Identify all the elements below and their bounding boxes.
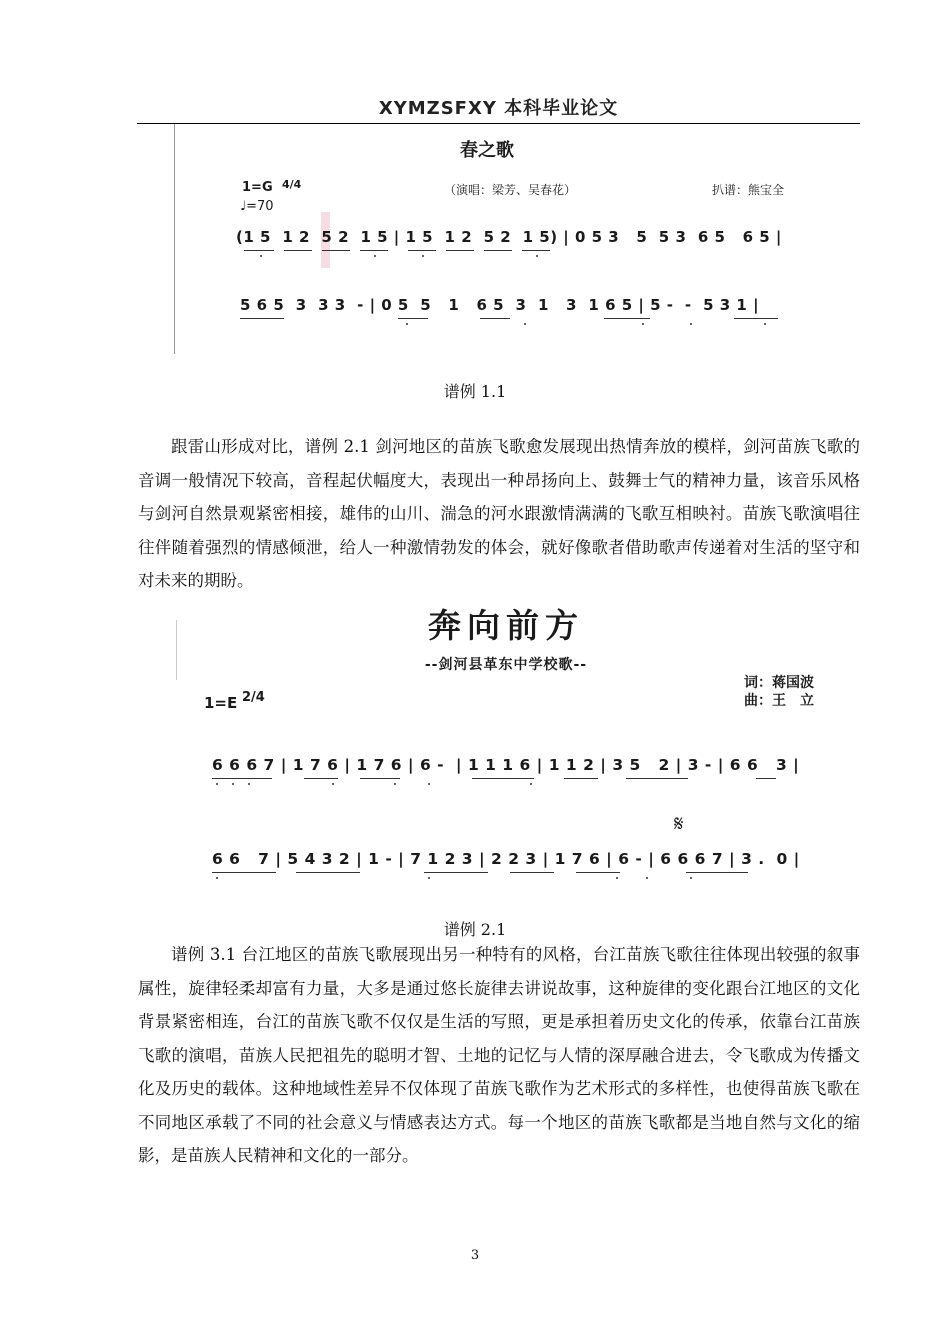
- score2-lyricist: 词：蒋国波: [744, 675, 814, 691]
- score1-beat-underline: [360, 250, 388, 251]
- score2-octave-dot: [216, 783, 218, 785]
- score2-line-2: 6 6 7 | 5 4 3 2 | 1 - | 7 1 2 3 | 2 2 3 | 1 7 6 | 6 - | 6 6 6 7 | 3 . 0 |: [212, 850, 800, 868]
- header-title: XYMZSFXY 本科毕业论文: [378, 98, 619, 119]
- score2-beat-underline: [424, 872, 488, 873]
- score-image-2: [176, 600, 836, 905]
- score2-beat-underline: [510, 872, 554, 873]
- score1-beat-underline: [284, 250, 312, 251]
- score1-tempo: ♩=70: [240, 199, 274, 214]
- score2-octave-dot: [428, 877, 430, 879]
- score2-octave-dot: [216, 877, 218, 879]
- score2-beat-underline: [756, 778, 776, 779]
- score2-octave-dot: [232, 783, 234, 785]
- score2-beat-underline: [212, 778, 272, 779]
- score1-octave-dot: [260, 255, 262, 257]
- score1-octave-dot: [406, 323, 408, 325]
- score1-beat-underline: [398, 318, 428, 319]
- caption-score-1: 谱例 1.1: [443, 382, 507, 401]
- score1-octave-dot: [524, 323, 526, 325]
- score2-beat-underline: [564, 778, 598, 779]
- score2-octave-dot: [248, 783, 250, 785]
- score1-beat-underline: [408, 250, 436, 251]
- score1-beat-underline: [446, 250, 474, 251]
- caption-score-2: 谱例 2.1: [443, 920, 507, 939]
- score1-title: 春之歌: [460, 140, 514, 161]
- score1-beat-underline: [484, 250, 512, 251]
- score2-title: 奔向前方: [428, 606, 584, 645]
- score2-octave-dot: [530, 783, 532, 785]
- score2-line-1: 6 6 6 7 | 1 7 6 | 1 7 6 | 6 - | 1 1 1 6 | 1 1 2 | 3 5 2 | 3 - | 6 6 3 |: [212, 756, 800, 774]
- score1-line-2: 5 6 5 3 3 3 - | 0 5 5 1 6 5 3 1 3 1 6 5 | 5 - - 5 3 1 |: [240, 296, 760, 314]
- score2-octave-dot: [690, 877, 692, 879]
- score1-beat-underline: [604, 318, 650, 319]
- score2-beat-underline: [360, 778, 400, 779]
- score1-octave-dot: [422, 255, 424, 257]
- score1-line-1: (1 5 1 2 5 2 1 5 | 1 5 1 2 5 2 1 5) | 0 5 3 5 5 3 6 5 6 5 |: [236, 228, 782, 246]
- score1-octave-dot: [764, 323, 766, 325]
- score2-octave-dot: [616, 877, 618, 879]
- score1-beat-underline: [322, 250, 350, 251]
- score1-octave-dot: [374, 255, 376, 257]
- score2-beat-underline: [472, 778, 534, 779]
- score2-time-signature: 2/4: [242, 690, 265, 705]
- score1-octave-dot: [642, 323, 644, 325]
- score2-beat-underline: [686, 872, 748, 873]
- score1-octave-dot: [690, 323, 692, 325]
- score2-key: 1=E: [204, 694, 238, 712]
- score1-key: 1=G: [242, 180, 273, 195]
- score1-octave-dot: [536, 255, 538, 257]
- score2-octave-dot: [646, 877, 648, 879]
- score2-octave-dot: [428, 783, 430, 785]
- score2-segno: 𝄋: [674, 812, 684, 837]
- score1-beat-underline: [734, 318, 778, 319]
- score1-beat-underline: [522, 250, 550, 251]
- score2-beat-underline: [576, 872, 620, 873]
- score1-performers: （演唱：梁芳、吴春花）: [444, 183, 577, 197]
- page-header: [137, 94, 860, 124]
- score2-octave-dot: [332, 783, 334, 785]
- score1-transcriber: 扒谱：熊宝全: [712, 183, 785, 197]
- page-number: 3: [470, 1248, 480, 1263]
- score2-composer: 曲：王 立: [744, 693, 814, 709]
- score2-subtitle: --剑河县革东中学校歌--: [424, 657, 588, 673]
- paragraph-2: 谱例 3.1 台江地区的苗族飞歌展现出另一种特有的风格，台江苗族飞歌往往体现出较强的叙事属性，旋律轻柔却富有力量，大多是通过悠长旋律去讲说故事，这种旋律的变化跟台江地区的文化背景紧密相连，台江的苗族飞歌不仅仅是生活的写照，更是承担着历史文化的传承，依靠台江苗族飞歌的演唱，苗族人民把祖先的聪明才智、土地的记忆与人情的深厚融合进去，令飞歌成为传播文化及历史的载体。这种地域性差异不仅体现了苗族飞歌作为艺术形式的多样性，也使得苗族飞歌在不同地区承载了不同的社会意义与情感表达方式。每一个地区的苗族飞歌都是当地自然与文化的缩影，是苗族人民精神和文化的一部分。: [138, 945, 860, 1165]
- score1-time-signature: 4/4: [282, 178, 302, 191]
- paragraph-1: 跟雷山形成对比，谱例 2.1 剑河地区的苗族飞歌愈发展现出热情奔放的模样，剑河苗族飞歌的音调一般情况下较高，音程起伏幅度大，表现出一种昂扬向上、鼓舞士气的精神力量，该音乐风格与剑河自然景观紧密相接，雄伟的山川、湍急的河水跟激情满满的飞歌互相映衬。苗族飞歌演唱往往伴随着强烈的情感倾泄，给人一种激情勃发的体会，就好像歌者借助歌声传递着对生活的坚守和对未来的期盼。: [138, 437, 860, 590]
- score2-beat-underline: [212, 872, 276, 873]
- score2-beat-underline: [296, 872, 360, 873]
- score1-beat-underline: [480, 318, 510, 319]
- score1-beat-underline: [244, 250, 274, 251]
- score1-beat-underline: [240, 318, 284, 319]
- score2-beat-underline: [626, 778, 688, 779]
- score2-beat-underline: [304, 778, 338, 779]
- score2-octave-dot: [394, 783, 396, 785]
- score-image-1: [174, 124, 800, 354]
